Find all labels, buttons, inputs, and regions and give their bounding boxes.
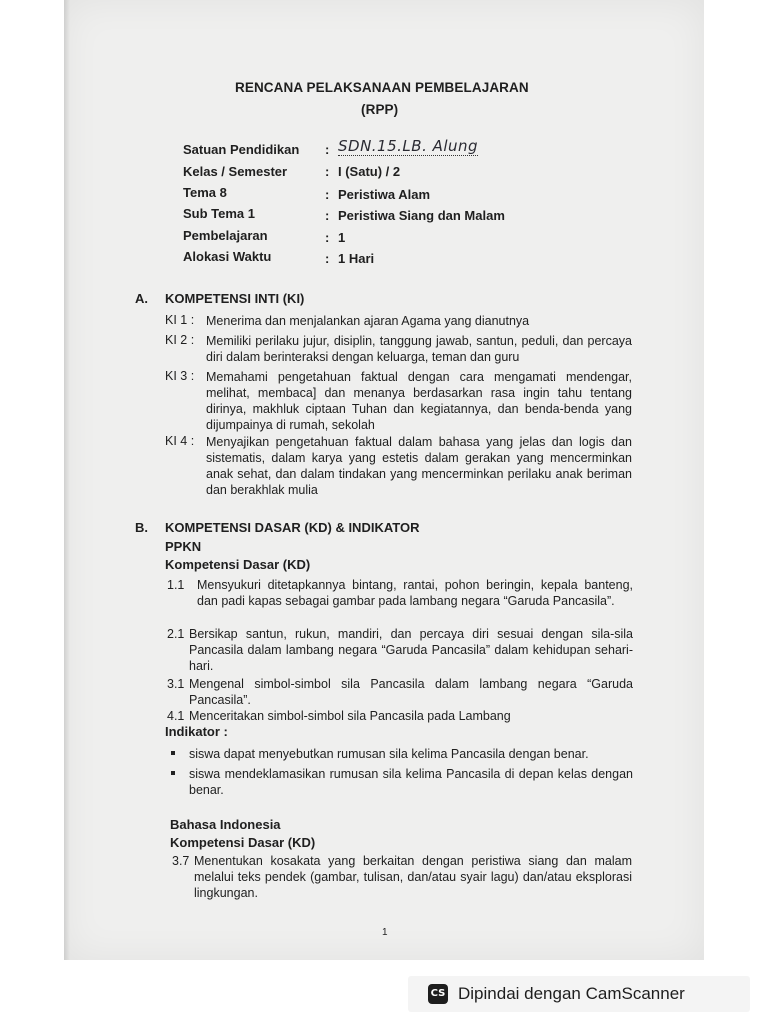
ki-tag: KI 1 : [165,313,195,327]
identity-label: Kelas / Semester [183,164,288,179]
section-a-heading: KOMPETENSI INTI (KI) [165,291,305,306]
identity-value: Peristiwa Siang dan Malam [338,208,505,223]
page-shadow [64,0,70,960]
identity-value: Peristiwa Alam [338,187,431,202]
camscanner-watermark [408,976,750,1012]
ki-text: Menerima dan menjalankan ajaran Agama yang dianutnya [206,314,530,328]
indikator-heading: Indikator : [165,724,228,739]
ki-tag: KI 4 : [165,434,195,448]
identity-label: Tema 8 [183,185,227,200]
bullet-icon [171,751,175,755]
ki-tag: KI 3 : [165,369,195,383]
kd-text: Mensyukuri ditetapkannya bintang, rantai, pohon beringin, kepala banteng, dan padi kapas sebagai gambar pada lambang negara “Garuda Pancasila”. [197,578,633,608]
doc-subtitle: (RPP) [361,102,399,117]
identity-value-handwritten: SDN.15.LB. Alung [338,137,479,155]
bahasa-heading: Bahasa Indonesia [170,817,281,832]
page-number: 1 [382,927,388,938]
kd-number: 1.1 [167,578,185,592]
kd-number: 3.1 [167,677,185,691]
kd-heading: Kompetensi Dasar (KD) [165,557,311,572]
identity-label: Alokasi Waktu [183,249,272,264]
ki-text: Menyajikan pengetahuan faktual dalam bahasa yang jelas dan logis dan sistematis, dalam karya yang estetis dalam gerakan yang mencerminkan anak sehat, dan dalam tindakan yang mencerminkan perilaku anak beriman dan berakhlak mulia [206,435,632,497]
kd-number: 4.1 [167,709,185,723]
identity-colon: : [325,187,330,202]
indikator-item: siswa mendeklamasikan rumusan sila kelima Pancasila di depan kelas dengan benar. [189,767,633,797]
kd-number: 3.7 [172,854,190,868]
section-a-letter: A. [135,291,148,306]
identity-label: Pembelajaran [183,228,268,243]
identity-colon: : [325,208,330,223]
ki-text: Memahami pengetahuan faktual dengan cara mengamati mendengar, melihat, membaca] dan menanya berdasarkan rasa ingin tahu tentang dirinya, makhluk ciptaan Tuhan dan kegiatannya, dan benda-benda yang dijumpainya di rumah, sekolah [206,370,632,432]
identity-colon: : [325,164,330,179]
indikator-item: siswa dapat menyebutkan rumusan sila kelima Pancasila dengan benar. [189,747,589,761]
ki-tag: KI 2 : [165,333,195,347]
kd-text: Menceritakan simbol-simbol sila Pancasila pada Lambang [189,709,511,723]
identity-colon: : [325,142,330,157]
kd-text: Menentukan kosakata yang berkaitan dengan peristiwa siang dan malam melalui teks pendek (gambar, tulisan, dan/atau syair lagu) dan/atau eksplorasi lingkungan. [194,854,632,900]
identity-colon: : [325,251,330,266]
identity-value: 1 [338,230,346,245]
kd-number: 2.1 [167,627,185,641]
bahasa-kd-heading: Kompetensi Dasar (KD) [170,835,316,850]
section-b-letter: B. [135,520,148,535]
kd-text: Bersikap santun, rukun, mandiri, dan percaya diri sesuai dengan sila-sila Pancasila dalam lambang negara “Garuda Pancasila” dalam kehidupan sehari-hari. [189,627,633,673]
identity-value: 1 Hari [338,251,375,266]
ppkn-heading: PPKN [165,539,202,554]
section-b-heading: KOMPETENSI DASAR (KD) & INDIKATOR [165,520,420,535]
identity-value: I (Satu) / 2 [338,164,401,179]
camscanner-label: Dipindai dengan CamScanner [458,984,685,1003]
identity-label: Satuan Pendidikan [183,142,300,157]
ki-text: Memiliki perilaku jujur, disiplin, tanggung jawab, santun, peduli, dan percaya diri dalam berinteraksi dengan keluarga, teman dan guru [206,334,632,364]
kd-text: Mengenal simbol-simbol sila Pancasila dalam lambang negara “Garuda Pancasila”. [189,677,633,707]
bullet-icon [171,771,175,775]
identity-colon: : [325,230,330,245]
camscanner-icon: CS [428,984,448,1004]
identity-label: Sub Tema 1 [183,206,256,221]
doc-title: RENCANA PELAKSANAAN PEMBELAJARAN [235,80,529,95]
